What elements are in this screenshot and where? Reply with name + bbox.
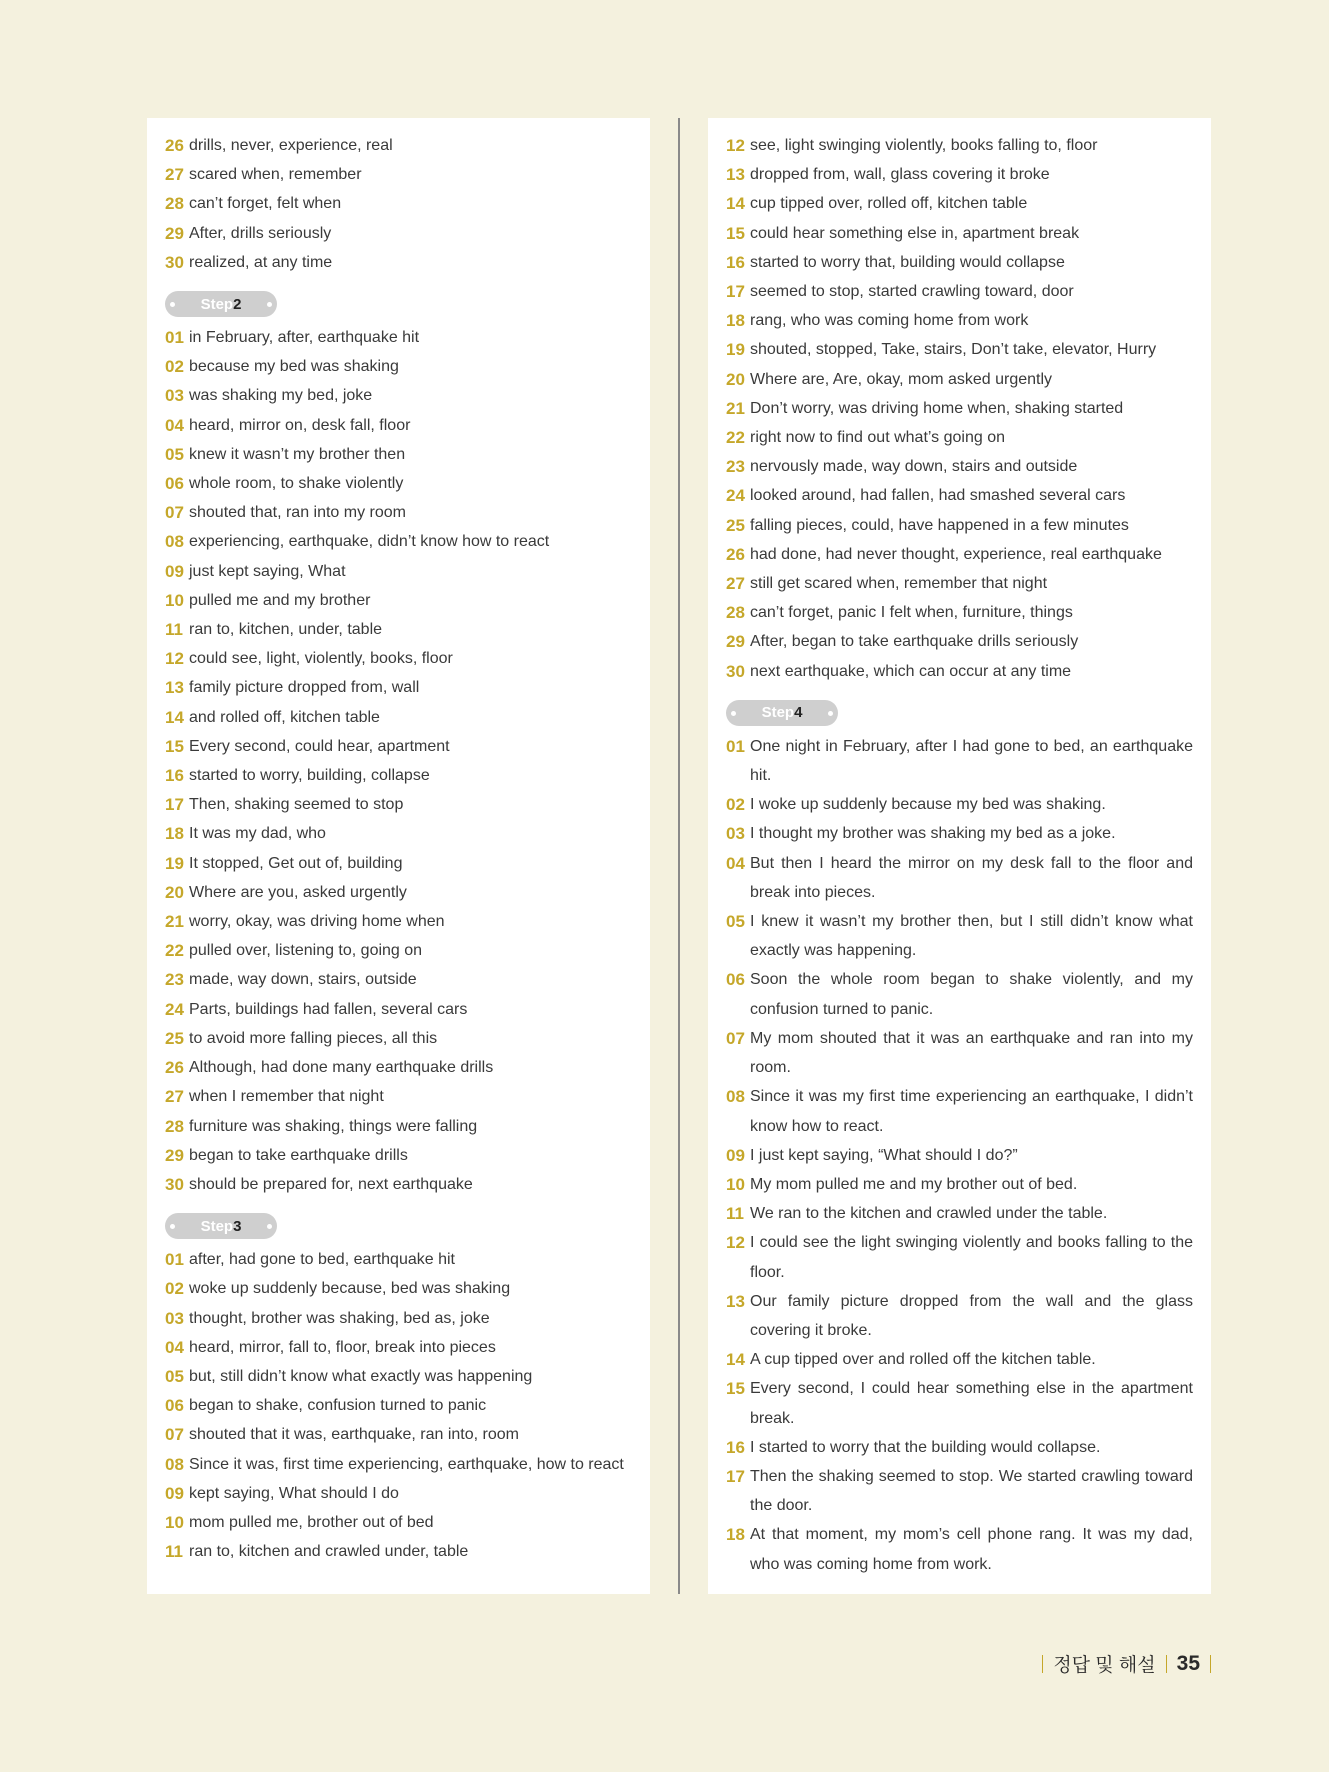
answer-item	[165, 1362, 632, 1391]
item-number: 05	[726, 912, 745, 932]
item-text: right now to find out what’s going on	[750, 429, 1005, 447]
answer-item	[726, 1374, 1193, 1432]
item-text: drills, never, experience, real	[189, 137, 393, 154]
answer-item	[165, 557, 632, 586]
item-text: family picture dropped from, wall	[189, 679, 420, 697]
item-text: next earthquake, which can occur at any time	[750, 662, 1072, 680]
item-text: dropped from, wall, glass covering it broke	[750, 166, 1050, 184]
answer-item	[726, 277, 1193, 306]
item-text: We ran to the kitchen and crawled under the table.	[750, 1205, 1108, 1223]
item-number: 08	[165, 532, 184, 552]
item-text: At that moment, my mom’s cell phone rang. It was my dad, who was coming home from work.	[750, 1526, 1193, 1573]
item-number: 03	[165, 1308, 184, 1328]
item-number: 27	[165, 165, 184, 185]
answer-item	[165, 248, 632, 277]
item-text: kept saying, What should I do	[189, 1484, 399, 1502]
item-text: Our family picture dropped from the wall and the glass covering it broke.	[750, 1292, 1193, 1339]
item-number: 02	[165, 1279, 184, 1299]
answer-item	[165, 995, 632, 1024]
answer-item	[165, 323, 632, 352]
item-text: just kept saying, What	[189, 562, 346, 580]
answer-item	[726, 306, 1193, 335]
item-text: whole room, to shake violently	[189, 475, 404, 493]
item-number: 16	[726, 252, 745, 272]
item-number: 30	[165, 252, 184, 272]
footer-section-label: 정답 및 해설	[1053, 1655, 1156, 1676]
step4-list	[726, 732, 1193, 1579]
right-answer-column	[708, 118, 1211, 1594]
answer-item	[726, 1199, 1193, 1228]
item-text: pulled me and my brother	[189, 591, 371, 609]
answer-item	[165, 673, 632, 702]
answer-item	[165, 1450, 632, 1479]
answer-item	[726, 1170, 1193, 1199]
item-text: looked around, had fallen, had smashed several cars	[750, 487, 1126, 505]
item-text: should be prepared for, next earthquake	[189, 1175, 473, 1193]
answer-item	[165, 160, 632, 189]
item-text: One night in February, after I had gone to bed, an earthquake hit.	[750, 737, 1193, 785]
item-text: seemed to stop, started crawling toward, door	[750, 283, 1074, 301]
item-number: 12	[726, 1233, 745, 1253]
answer-item	[165, 1112, 632, 1141]
item-number: 28	[165, 194, 184, 214]
badge-dot-icon	[170, 1224, 175, 1229]
item-number: 11	[165, 620, 183, 640]
item-number: 07	[165, 1425, 184, 1445]
step-label: Step	[761, 704, 795, 722]
item-text: still get scared when, remember that night	[750, 575, 1048, 593]
item-text: Every second, could hear, apartment	[189, 737, 450, 755]
step1-continued-list	[165, 131, 632, 277]
item-text: My mom shouted that it was an earthquake and ran into my room.	[750, 1029, 1193, 1077]
item-number: 06	[165, 474, 184, 494]
item-number: 17	[726, 1466, 745, 1486]
answer-item	[726, 452, 1193, 481]
item-text: when I remember that night	[189, 1088, 384, 1106]
item-text: Although, had done many earthquake drills	[189, 1059, 494, 1077]
answer-item	[165, 352, 632, 381]
footer-divider	[1042, 1655, 1043, 1673]
answer-item	[165, 965, 632, 994]
item-number: 19	[165, 853, 184, 873]
step-number: 2	[233, 295, 242, 313]
item-number: 28	[165, 1116, 184, 1136]
answer-item	[165, 1508, 632, 1537]
item-number: 22	[165, 941, 184, 961]
item-text: Since it was my first time experiencing an earthquake, I didn’t know how to react.	[750, 1088, 1193, 1135]
answer-item	[165, 1274, 632, 1303]
item-number: 29	[726, 632, 745, 652]
item-number: 10	[165, 590, 184, 610]
answer-item	[165, 819, 632, 848]
answer-item	[726, 965, 1193, 1023]
item-text: to avoid more falling pieces, all this	[189, 1029, 438, 1047]
answer-item	[726, 423, 1193, 452]
answer-item	[165, 1245, 632, 1274]
item-text: realized, at any time	[189, 253, 333, 271]
item-number: 14	[165, 707, 184, 727]
answer-item	[726, 1141, 1193, 1170]
answer-item	[165, 790, 632, 819]
item-text: pulled over, listening to, going on	[189, 942, 423, 960]
item-number: 16	[726, 1437, 745, 1457]
item-text: had done, had never thought, experience, real earthquake	[750, 545, 1162, 563]
item-number: 03	[165, 386, 184, 406]
item-number: 04	[165, 415, 184, 435]
item-text: heard, mirror, fall to, floor, break into pieces	[189, 1338, 496, 1356]
answer-item	[726, 627, 1193, 656]
item-text: shouted, stopped, Take, stairs, Don’t take, elevator, Hurry	[750, 341, 1157, 359]
item-number: 11	[726, 1204, 744, 1224]
answer-item	[165, 527, 632, 556]
answer-item	[165, 1333, 632, 1362]
item-text: Every second, I could hear something else in the apartment break.	[750, 1380, 1193, 1427]
step2-list	[165, 323, 632, 1199]
answer-item	[165, 1024, 632, 1053]
item-number: 02	[165, 357, 184, 377]
answer-item	[165, 381, 632, 410]
item-text: started to worry that, building would collapse	[750, 253, 1065, 271]
item-number: 07	[726, 1028, 745, 1048]
answer-item	[165, 1053, 632, 1082]
item-number: 11	[165, 1542, 183, 1562]
item-text: It stopped, Get out of, building	[189, 854, 403, 872]
answer-item	[165, 189, 632, 218]
item-number: 18	[726, 311, 745, 331]
item-text: made, way down, stairs, outside	[189, 971, 417, 989]
item-number: 01	[165, 1250, 184, 1270]
item-number: 06	[726, 970, 745, 990]
step-3-badge	[165, 1213, 277, 1239]
item-text: nervously made, way down, stairs and outside	[750, 458, 1078, 476]
answer-item	[165, 219, 632, 248]
item-text: Since it was, first time experiencing, earthquake, how to react	[189, 1455, 624, 1473]
answer-item	[726, 1345, 1193, 1374]
badge-dot-icon	[267, 302, 272, 307]
item-text: could hear something else in, apartment break	[750, 224, 1080, 242]
item-number: 13	[165, 678, 184, 698]
item-text: can’t forget, felt when	[189, 195, 342, 213]
item-text: I knew it wasn’t my brother then, but I still didn’t know what exactly was happening.	[750, 913, 1193, 960]
step-label: Step	[200, 295, 234, 313]
item-text: I started to worry that the building would collapse.	[750, 1438, 1101, 1456]
item-text: After, drills seriously	[189, 224, 332, 242]
item-number: 04	[165, 1337, 184, 1357]
answer-item	[165, 469, 632, 498]
item-number: 03	[726, 824, 745, 844]
answer-item	[726, 511, 1193, 540]
item-number: 13	[726, 1291, 745, 1311]
item-number: 20	[726, 369, 745, 389]
item-number: 08	[165, 1454, 184, 1474]
item-number: 18	[726, 1525, 745, 1545]
item-number: 12	[726, 136, 745, 155]
answer-item	[165, 936, 632, 965]
item-number: 20	[165, 882, 184, 902]
item-text: Then the shaking seemed to stop. We started crawling toward the door.	[750, 1467, 1193, 1515]
item-number: 25	[165, 1028, 184, 1048]
item-text: I woke up suddenly because my bed was shaking.	[750, 796, 1106, 814]
item-number: 22	[726, 428, 745, 448]
item-text: but, still didn’t know what exactly was happening	[189, 1367, 533, 1385]
answer-item	[165, 411, 632, 440]
item-number: 07	[165, 503, 184, 523]
item-text: knew it wasn’t my brother then	[189, 445, 406, 463]
item-text: Don’t worry, was driving home when, shaking started	[750, 399, 1124, 417]
item-number: 08	[726, 1087, 745, 1107]
item-number: 10	[165, 1512, 184, 1532]
item-text: It was my dad, who	[189, 825, 326, 843]
item-text: shouted that, ran into my room	[189, 504, 406, 522]
item-text: rang, who was coming home from work	[750, 312, 1029, 330]
item-number: 15	[726, 1379, 745, 1399]
answer-item	[165, 615, 632, 644]
item-text: in February, after, earthquake hit	[189, 329, 420, 347]
item-number: 26	[165, 1058, 184, 1078]
item-number: 05	[165, 444, 184, 464]
answer-item	[726, 219, 1193, 248]
item-number: 27	[726, 574, 745, 594]
item-text: falling pieces, could, have happened in a few minutes	[750, 516, 1129, 534]
answer-item	[726, 1433, 1193, 1462]
item-text: worry, okay, was driving home when	[189, 913, 445, 931]
item-number: 17	[726, 282, 745, 302]
answer-item	[726, 1228, 1193, 1286]
item-text: ran to, kitchen, under, table	[189, 621, 383, 639]
item-number: 05	[165, 1366, 184, 1386]
answer-item	[165, 644, 632, 673]
item-number: 06	[165, 1396, 184, 1416]
item-number: 29	[165, 223, 184, 243]
step-4-badge	[726, 700, 838, 726]
item-text: Where are, Are, okay, mom asked urgently	[750, 370, 1053, 388]
answer-item	[165, 878, 632, 907]
item-text: see, light swinging violently, books falling to, floor	[750, 137, 1098, 154]
answer-item	[165, 703, 632, 732]
item-number: 18	[165, 824, 184, 844]
item-text: shouted that it was, earthquake, ran into, room	[189, 1426, 519, 1444]
item-number: 21	[726, 398, 745, 418]
answer-item	[165, 1391, 632, 1420]
answer-item	[726, 657, 1193, 686]
item-text: could see, light, violently, books, floor	[189, 650, 453, 668]
badge-dot-icon	[731, 711, 736, 716]
step-2-badge	[165, 291, 277, 317]
item-text: I just kept saying, “What should I do?”	[750, 1146, 1018, 1164]
item-number: 09	[726, 1145, 745, 1165]
item-number: 19	[726, 340, 745, 360]
item-text: A cup tipped over and rolled off the kitchen table.	[750, 1351, 1096, 1369]
left-answer-column	[147, 118, 650, 1594]
answer-item	[726, 790, 1193, 819]
item-text: mom pulled me, brother out of bed	[189, 1513, 434, 1531]
answer-item	[726, 481, 1193, 510]
answer-item	[165, 849, 632, 878]
step-number: 3	[233, 1217, 242, 1235]
item-number: 27	[165, 1087, 184, 1107]
item-number: 17	[165, 795, 184, 815]
item-text: after, had gone to bed, earthquake hit	[189, 1251, 455, 1269]
badge-dot-icon	[828, 711, 833, 716]
answer-item	[726, 335, 1193, 364]
item-number: 26	[726, 544, 745, 564]
answer-item	[726, 248, 1193, 277]
item-text: ran to, kitchen and crawled under, table	[189, 1543, 469, 1561]
item-text: Then, shaking seemed to stop	[189, 796, 404, 814]
item-number: 02	[726, 795, 745, 815]
page-footer	[1042, 1650, 1211, 1677]
answer-item	[726, 540, 1193, 569]
step3-list	[165, 1245, 632, 1566]
badge-dot-icon	[267, 1224, 272, 1229]
item-text: After, began to take earthquake drills seriously	[750, 633, 1079, 651]
answer-item	[726, 1024, 1193, 1082]
step-label: Step	[200, 1217, 234, 1235]
item-number: 25	[726, 515, 745, 535]
answer-item	[726, 131, 1193, 160]
answer-item	[726, 1287, 1193, 1345]
answer-item	[726, 394, 1193, 423]
footer-divider	[1166, 1655, 1167, 1673]
item-number: 09	[165, 561, 184, 581]
answer-item	[165, 732, 632, 761]
step-number: 4	[794, 704, 803, 722]
item-number: 12	[165, 649, 184, 669]
item-text: But then I heard the mirror on my desk fall to the floor and break into pieces.	[750, 854, 1193, 901]
item-text: can’t forget, panic I felt when, furniture, things	[750, 604, 1073, 622]
item-number: 24	[165, 999, 184, 1019]
answer-item	[726, 189, 1193, 218]
answer-item	[165, 1420, 632, 1449]
item-number: 15	[165, 736, 184, 756]
item-text: I thought my brother was shaking my bed as a joke.	[750, 825, 1116, 843]
answer-item	[165, 440, 632, 469]
item-number: 10	[726, 1174, 745, 1194]
item-text: and rolled off, kitchen table	[189, 708, 380, 726]
item-text: Parts, buildings had fallen, several cars	[189, 1000, 468, 1018]
answer-item	[726, 598, 1193, 627]
answer-item	[726, 907, 1193, 965]
answer-item	[726, 819, 1193, 848]
answer-item	[726, 569, 1193, 598]
item-text: Soon the whole room began to shake violently, and my confusion turned to panic.	[750, 971, 1193, 1018]
item-text: cup tipped over, rolled off, kitchen table	[750, 195, 1028, 213]
answer-item	[165, 586, 632, 615]
answer-item	[165, 1082, 632, 1111]
badge-dot-icon	[170, 302, 175, 307]
item-number: 09	[165, 1483, 184, 1503]
item-text: heard, mirror on, desk fall, floor	[189, 416, 411, 434]
item-number: 23	[726, 457, 745, 477]
answer-item	[726, 1082, 1193, 1140]
item-number: 15	[726, 223, 745, 243]
item-text: thought, brother was shaking, bed as, joke	[189, 1309, 490, 1327]
item-number: 23	[165, 970, 184, 990]
item-number: 14	[726, 1350, 745, 1370]
answer-item	[165, 1304, 632, 1333]
answer-item	[726, 732, 1193, 790]
item-text: Where are you, asked urgently	[189, 883, 407, 901]
item-text: I could see the light swinging violently and books falling to the floor.	[750, 1234, 1193, 1281]
item-number: 13	[726, 165, 745, 185]
item-text: was shaking my bed, joke	[189, 387, 373, 405]
item-text: started to worry, building, collapse	[189, 767, 430, 785]
item-text: woke up suddenly because, bed was shaking	[189, 1280, 511, 1298]
item-number: 14	[726, 194, 745, 214]
answer-item	[165, 761, 632, 790]
answer-item	[165, 1141, 632, 1170]
answer-item	[165, 1537, 632, 1566]
item-number: 28	[726, 603, 745, 623]
item-text: began to shake, confusion turned to panic	[189, 1397, 487, 1415]
footer-divider	[1210, 1655, 1211, 1673]
answer-item	[165, 907, 632, 936]
item-text: furniture was shaking, things were falling	[189, 1117, 478, 1135]
item-text: scared when, remember	[189, 166, 362, 184]
answer-item	[165, 1479, 632, 1508]
answer-item	[165, 1170, 632, 1199]
item-text: because my bed was shaking	[189, 358, 399, 376]
item-number: 01	[165, 328, 184, 348]
item-text: experiencing, earthquake, didn’t know how to react	[189, 533, 550, 551]
page-number: 35	[1176, 1651, 1200, 1675]
item-number: 29	[165, 1145, 184, 1165]
answer-item	[726, 365, 1193, 394]
item-number: 04	[726, 853, 745, 873]
column-divider	[678, 118, 680, 1594]
step3-continued-list	[726, 131, 1193, 686]
item-number: 01	[726, 736, 745, 756]
answer-item	[165, 498, 632, 527]
answer-item	[726, 1520, 1193, 1578]
item-text: began to take earthquake drills	[189, 1146, 408, 1164]
item-text: My mom pulled me and my brother out of bed.	[750, 1175, 1078, 1193]
item-number: 26	[165, 136, 184, 155]
answer-item	[726, 1462, 1193, 1520]
item-number: 30	[726, 661, 745, 681]
answer-item	[726, 849, 1193, 907]
item-number: 16	[165, 766, 184, 786]
item-number: 24	[726, 486, 745, 506]
answer-item	[726, 160, 1193, 189]
item-number: 21	[165, 912, 184, 932]
answer-item	[165, 131, 632, 160]
item-number: 30	[165, 1174, 184, 1194]
